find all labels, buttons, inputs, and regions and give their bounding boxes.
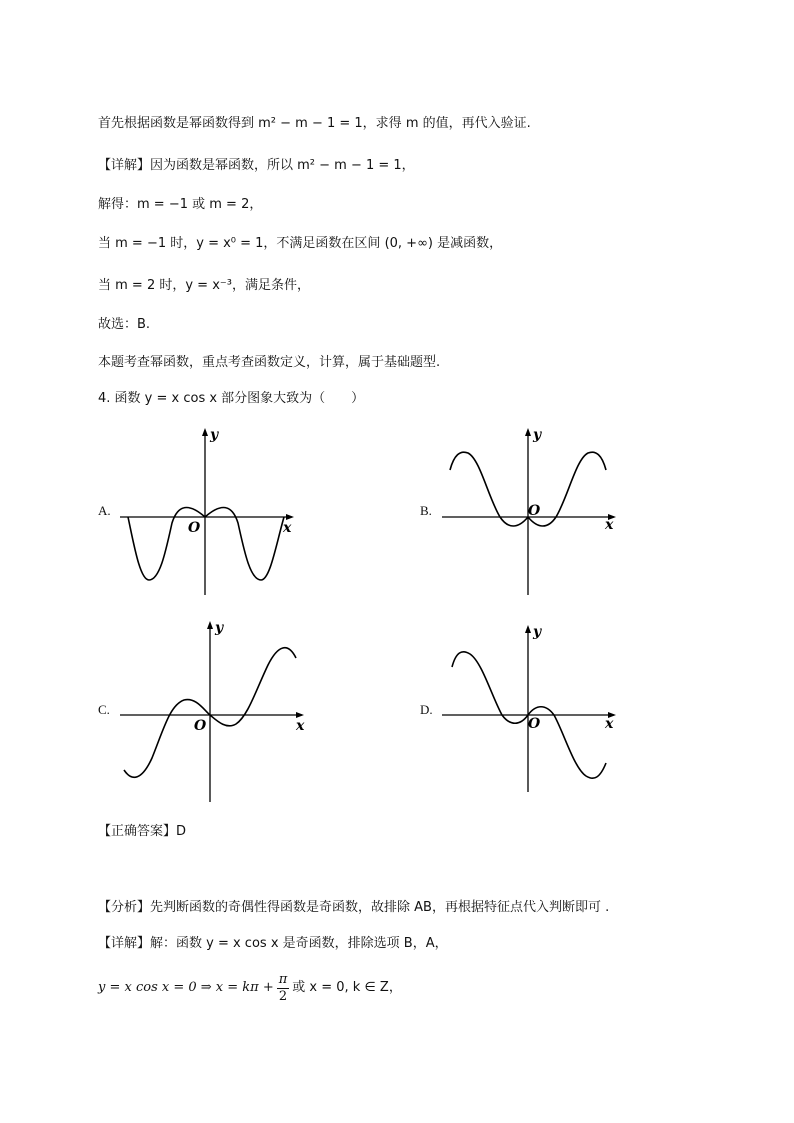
correct-answer: 【正确答案】D bbox=[98, 824, 187, 839]
fraction-numerator: π bbox=[278, 971, 288, 987]
graph-option-c bbox=[118, 620, 308, 805]
answer-line: 故选：B. bbox=[98, 317, 151, 332]
option-d-label: D. bbox=[420, 702, 433, 717]
option-a-label: A. bbox=[98, 503, 111, 518]
origin-label: O bbox=[188, 520, 201, 536]
option-b-label: B. bbox=[420, 503, 432, 518]
option-c-label: C. bbox=[98, 702, 110, 717]
origin-label: O bbox=[194, 718, 207, 734]
x-axis-label: x bbox=[296, 718, 305, 734]
analysis-line-1: 首先根据函数是幂函数得到 m² − m − 1 = 1，求得 m 的值，再代入验证. bbox=[98, 116, 531, 131]
x-axis-label: x bbox=[605, 716, 614, 732]
solve-line: 解得：m = −1 或 m = 2， bbox=[98, 197, 263, 212]
graph-option-d bbox=[440, 622, 620, 794]
detail-line-2: 【详解】解：函数 y = x cos x 是奇函数，排除选项 B，A， bbox=[98, 936, 448, 951]
graph-option-a bbox=[118, 425, 298, 597]
case-line-1: 当 m = −1 时，y = x⁰ = 1，不满足函数在区间 (0, +∞) 是减函数， bbox=[98, 236, 503, 251]
y-axis-label: y bbox=[533, 624, 542, 640]
y-axis-label: y bbox=[533, 427, 542, 443]
y-axis-label: y bbox=[210, 427, 219, 443]
x-axis-label: x bbox=[283, 520, 292, 536]
equation-part-b: 或 x = 0, k ∈ Z， bbox=[292, 980, 402, 995]
fraction-denominator: 2 bbox=[278, 988, 288, 1004]
summary-line: 本题考查幂函数，重点考查函数定义，计算，属于基础题型. bbox=[98, 355, 441, 370]
origin-label: O bbox=[528, 716, 541, 732]
case-line-2: 当 m = 2 时，y = x⁻³，满足条件， bbox=[98, 278, 310, 293]
analysis-line-2: 【分析】先判断函数的奇偶性得函数是奇函数，故排除 AB，再根据特征点代入判断即可 . bbox=[98, 900, 610, 915]
origin-label: O bbox=[528, 503, 541, 519]
zeros-equation bbox=[98, 968, 402, 1008]
graph-option-b bbox=[440, 425, 620, 597]
question-4: 4. 函数 y = x cos x 部分图象大致为（ ） bbox=[98, 391, 365, 406]
equation-part-a: y = x cos x = 0 ⇒ x = kπ + bbox=[98, 980, 274, 995]
pi-over-2-fraction bbox=[277, 972, 290, 1005]
x-axis-label: x bbox=[605, 517, 614, 533]
y-axis-label: y bbox=[215, 620, 224, 636]
detail-line-1: 【详解】因为函数是幂函数，所以 m² − m − 1 = 1， bbox=[98, 158, 415, 173]
